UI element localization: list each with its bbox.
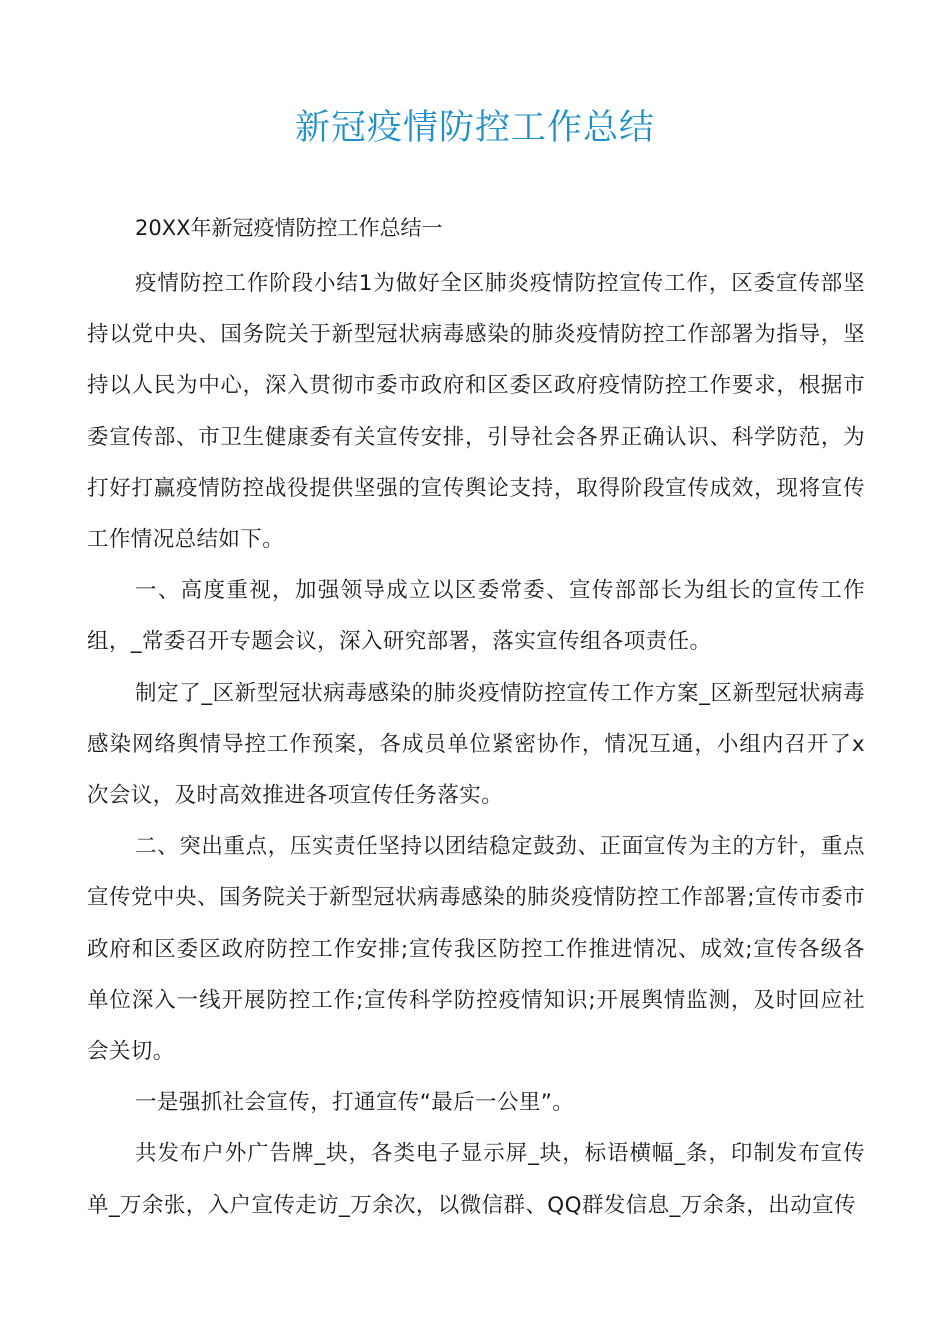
paragraph-social-publicity: 一是强抓社会宣传，打通宣传“最后一公里”。 [135, 1090, 575, 1116]
paragraph-publicity-stats: 共发布户外广告牌_块，各类电子显示屏_块，标语横幅_条，印制发布宣传单_万余张，入户宣传走访_万余次，以微信群、QQ群发信息_万余条，出动宣传 [87, 1141, 865, 1218]
paragraph-intro: 疫情防控工作阶段小结1为做好全区肺炎疫情防控宣传工作，区委宣传部坚持以党中央、国务院关于新型冠状病毒感染的肺炎疫情防控工作部署为指导，坚持以人民为中心，深入贯彻市委市政府和区委区政府疫情防控工作要求，根据市委宣传部、市卫生健康委有关宣传安排，引导社会各界正确认识、科学防范，为打好打赢疫情防控战役提供坚强的宣传舆论支持，取得阶段宣传成效，现将宣传工作情况总结如下。 [87, 271, 865, 553]
section-subtitle: 20XX年新冠疫情防控工作总结一 [135, 216, 443, 240]
paragraph-plans: 制定了_区新型冠状病毒感染的肺炎疫情防控宣传工作方案_区新型冠状病毒感染网络舆情导控工作预案，各成员单位紧密协作，情况互通，小组内召开了x次会议，及时高效推进各项宣传任务落实。 [87, 680, 865, 809]
document-body [87, 206, 865, 1231]
paragraph-section-two: 二、突出重点，压实责任坚持以团结稳定鼓劲、正面宣传为主的方针，重点宣传党中央、国务院关于新型冠状病毒感染的肺炎疫情防控工作部署;宣传市委市政府和区委区政府防控工作安排;宣传我区防控工作推进情况、成效;宣传各级各单位深入一线开展防控工作;宣传科学防控疫情知识;开展舆情监测，及时回应社会关切。 [87, 834, 865, 1065]
paragraph-section-one: 一、高度重视，加强领导成立以区委常委、宣传部部长为组长的宣传工作组，_常委召开专题会议，深入研究部署，落实宣传组各项责任。 [87, 578, 865, 655]
document-title: 新冠疫情防控工作总结 [294, 108, 655, 148]
